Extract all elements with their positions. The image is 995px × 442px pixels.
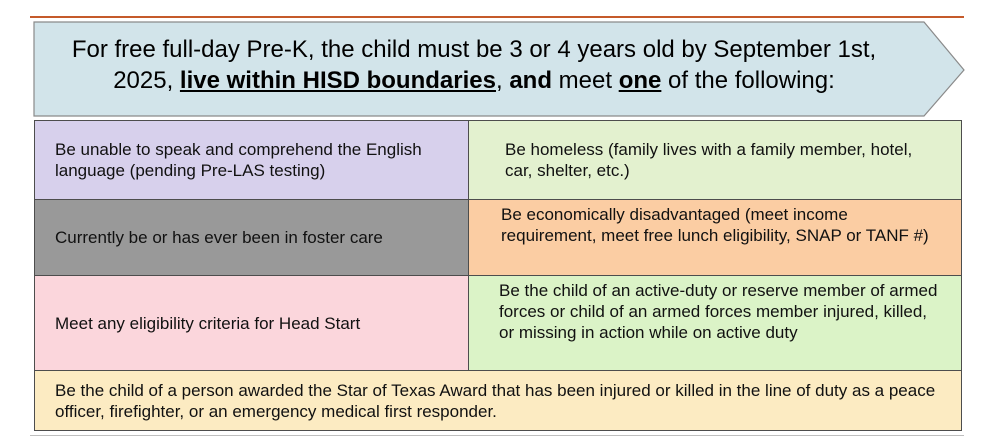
- banner-text-part1: For free full-day Pre-K, the child must be 3 or 4 years old by September 1st, 2025,: [71, 36, 877, 94]
- banner-and: and: [509, 67, 552, 94]
- criterion-head-start: [34, 275, 469, 371]
- banner-text-part4: of the following:: [661, 67, 835, 94]
- criterion-language: [34, 120, 469, 200]
- criterion-star-of-texas: [34, 370, 962, 431]
- banner-one: one: [618, 67, 662, 94]
- criterion-military: [468, 275, 962, 371]
- criterion-language-text: Be unable to speak and comprehend the English language (pending Pre-LAS testing): [55, 140, 422, 180]
- criterion-homeless: [468, 120, 962, 200]
- criterion-economic: [468, 199, 962, 276]
- criterion-foster-care-text: Currently be or has ever been in foster care: [55, 228, 383, 247]
- criterion-homeless-text: Be homeless (family lives with a family member, hotel, car, shelter, etc.): [505, 140, 913, 180]
- criterion-head-start-text: Meet any eligibility criteria for Head Start: [55, 313, 361, 333]
- criterion-foster-care: [34, 199, 469, 276]
- criterion-economic-text: Be economically disadvantaged (meet income requirement, meet free lunch eligibility, SNAP or TANF #): [501, 205, 929, 245]
- criterion-military-text: Be the child of an active-duty or reserve member of armed forces or child of an armed forces member injured, killed, or missing in action while on active duty: [499, 281, 938, 342]
- eligibility-banner: [44, 34, 904, 96]
- criterion-star-of-texas-text: Be the child of a person awarded the Star of Texas Award that has been injured or killed in the line of duty as a peace officer, firefighter, or an emergency medical first responder.: [55, 380, 936, 421]
- bottom-rule: [30, 435, 964, 436]
- banner-boundaries: live within HISD boundaries: [179, 67, 496, 94]
- banner-text-part2: ,: [495, 67, 510, 94]
- banner-text-part3: meet: [551, 67, 619, 94]
